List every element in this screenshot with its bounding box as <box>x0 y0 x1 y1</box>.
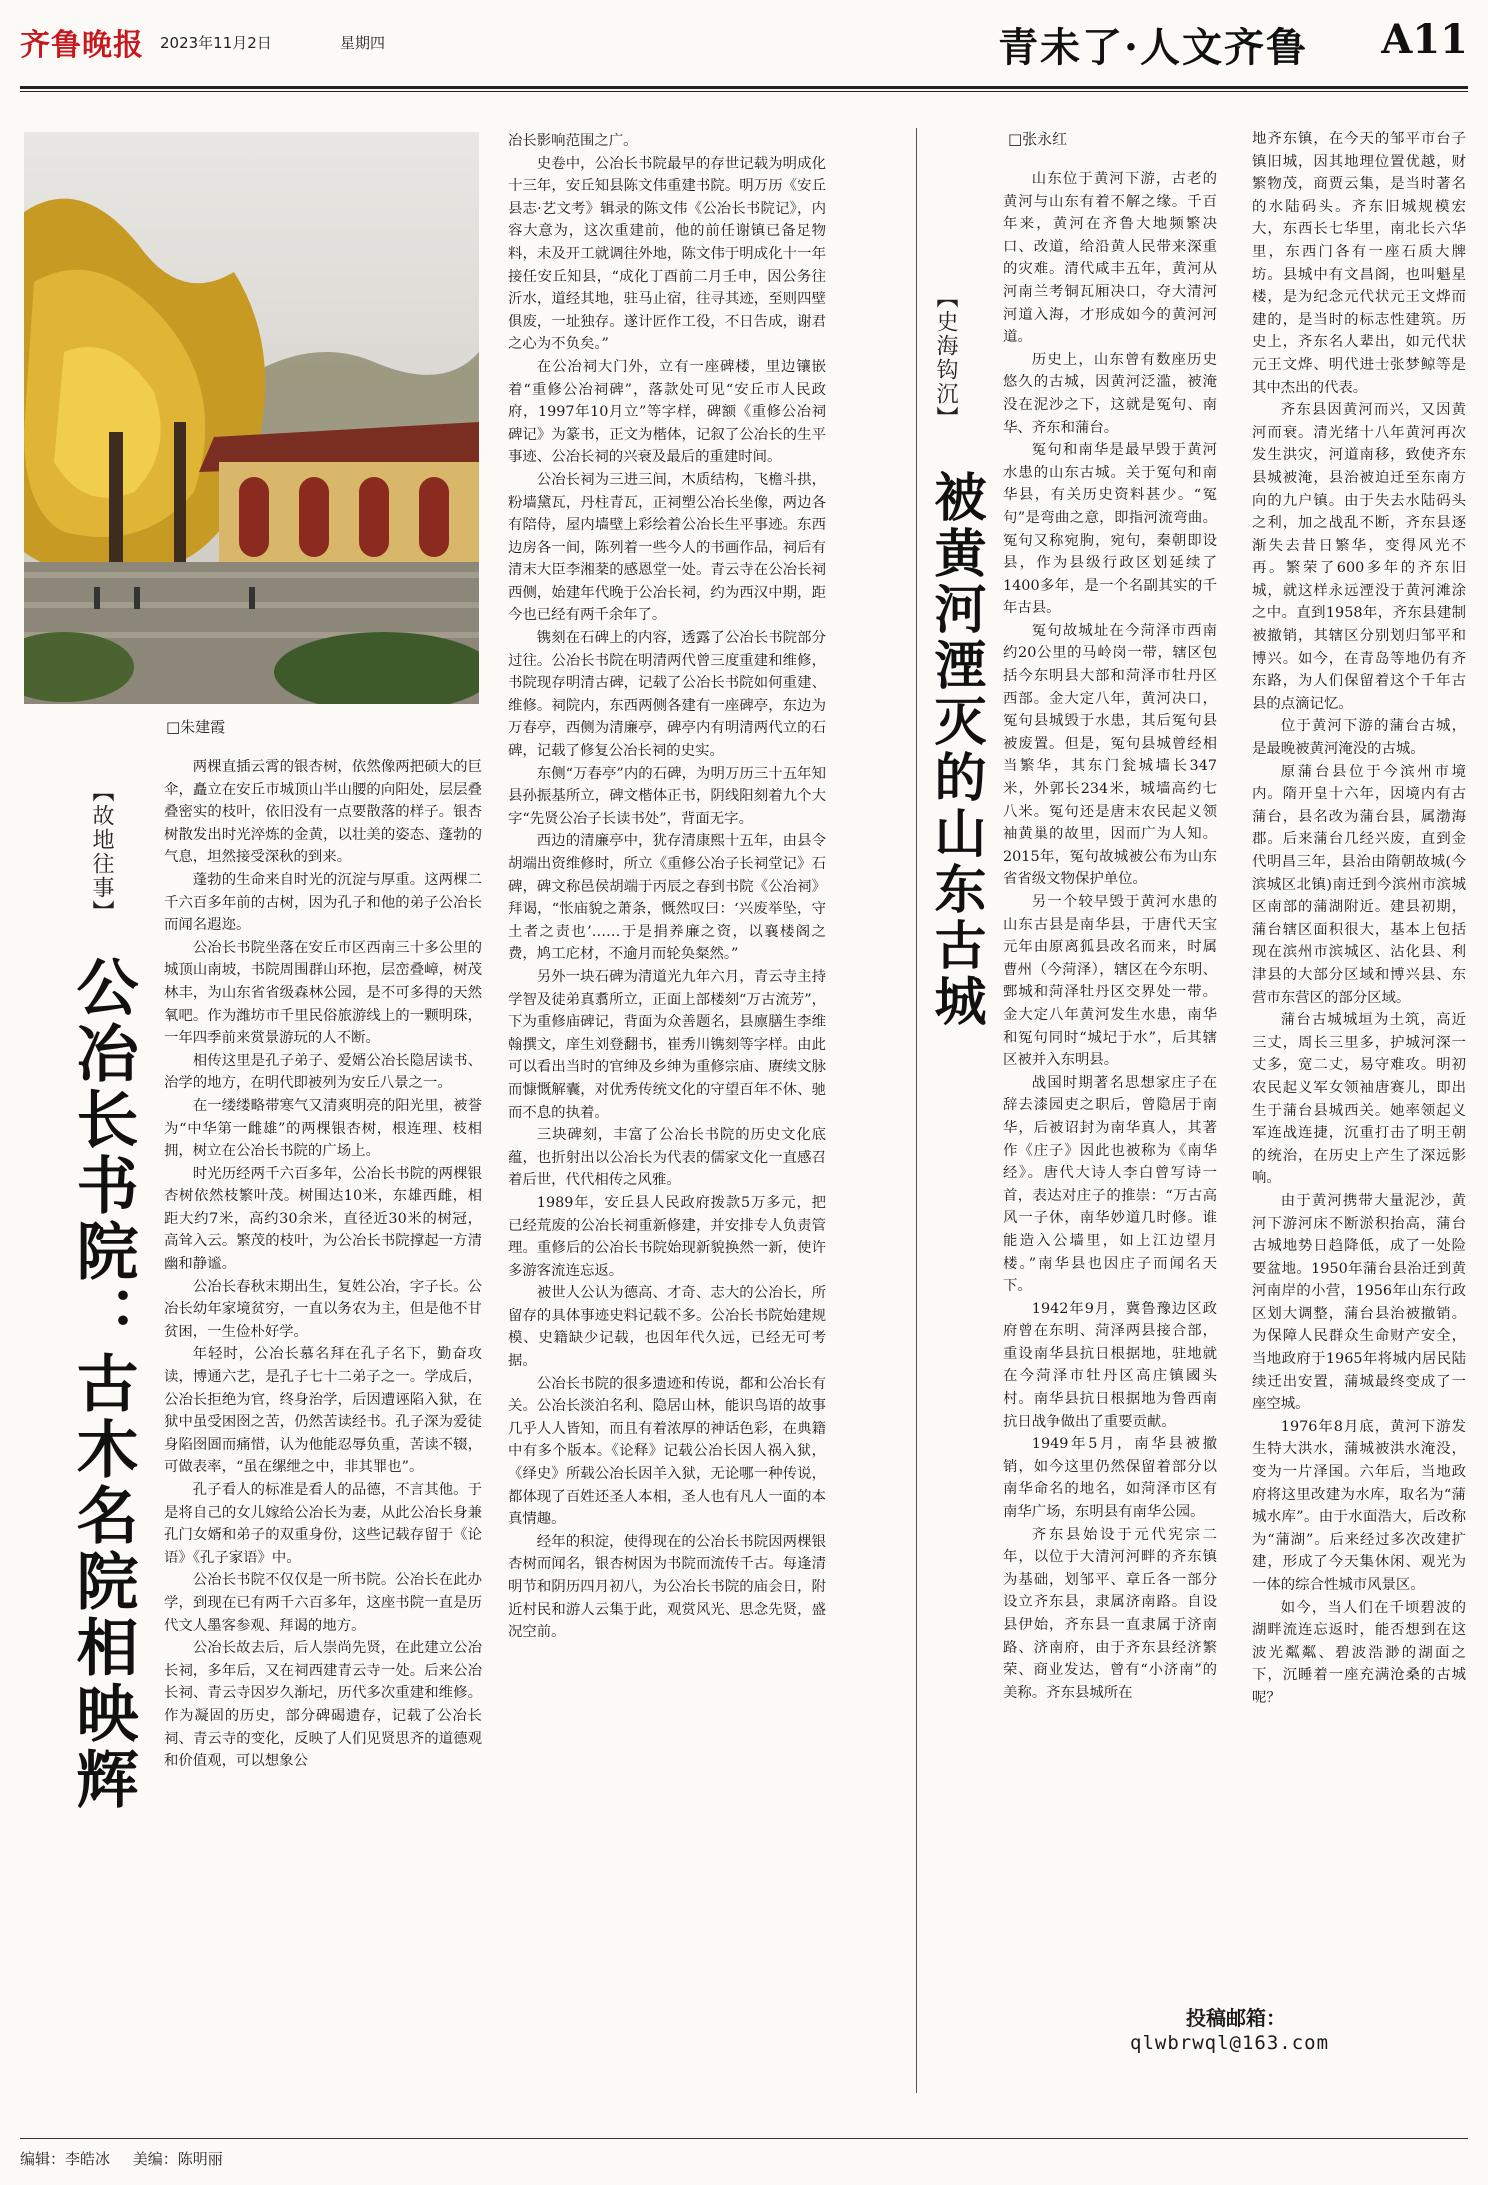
header-rule-thin <box>20 91 1468 92</box>
section-title: 青未了·人文齐鲁 <box>998 24 1308 71</box>
paragraph: 两棵直插云霄的银杏树，依然像两把硕大的巨伞，矗立在安丘市城顶山半山腰的向阳处，层层叠叠密实的枝叶，依旧没有一点要散落的样子。银杏树散发出时光淬炼的金黄，以壮美的姿态、蓬勃的气息，坦然接受深秋的到来。 <box>164 759 482 866</box>
paragraph: 公冶长书院不仅仅是一所书院。公冶长在此办学，到现在已有两千六百多年，这座书院一直是历代文人墨客参观、拜谒的地方。 <box>164 1572 482 1634</box>
paragraph: 1989年，安丘县人民政府拨款5万多元，把已经荒废的公冶长祠重新修建，并安排专人负责管理。重修后的公冶长书院始现新貌换然一新，使许多游客流连忘返。 <box>508 1194 826 1279</box>
footer-credits <box>20 2148 241 2169</box>
paragraph: 原蒲台县位于今滨州市境内。隋开皇十六年，因境内有古蒲台，县名改为蒲台县，属渤海郡。后来蒲台几经兴废，直到金代明昌三年，县治由隋朝故城(今滨城区北镇)南迁到今滨州市滨城区南部的蒲湖附近。建县初期，蒲台辖区面积很大，基本上包括现在滨州市滨城区、沾化县、利津县的大部分区域和博兴县、东营市东营区的部分区域。 <box>1252 763 1466 1006</box>
header-rule <box>20 86 1468 89</box>
paragraph: 东侧“万春亭”内的石碑，为明万历三十五年知县孙振基所立，碑文楷体正书，阴线阳刻着九个大字“先贤公冶子长读书处”，背面无字。 <box>508 765 826 827</box>
issue-date: 2023年11月2日 <box>160 34 272 52</box>
paragraph: 冶长影响范围之广。 <box>508 133 638 149</box>
column-divider <box>916 128 917 2093</box>
article1-title: 公冶长书院：古木名院相映辉 <box>66 955 139 1813</box>
paragraph: 镌刻在石碑上的内容，透露了公冶长书院部分过往。公冶长书院在明清两代曾三度重建和维修，书院现存明清古碑，记载了公冶长书院如何重建、维修。祠院内，东西两侧各建有一座碑亭，东边为万春亭，西侧为清廉亭，碑亭内有明清两代立的石碑，记载了修复公冶长祠的史实。 <box>508 630 826 760</box>
masthead <box>20 14 1468 74</box>
paragraph: 史卷中，公冶长书院最早的存世记载为明成化十三年，安丘知县陈文伟重建书院。明万历《安丘县志·艺文考》辑录的陈文伟《公冶长书院记》，内容大意为，这次重建前，他的前任谢镇已备足物料，未及开工就调往外地，陈文伟于明成化十一年接任安丘知县，“成化丁酉前二月壬申，因公务往沂水，道经其地，驻马止宿，往寻其迹，至则四壁俱废，一址独存。遂计匠作工役，不日告成，谢君之心为不负矣。” <box>508 155 826 353</box>
ginkgo-temple-photo <box>24 132 479 704</box>
submission-label: 投稿邮箱： <box>1186 2006 1286 2030</box>
article2-title: 被黄河湮灭的山东古城 <box>925 470 986 1030</box>
paragraph: 如今，当人们在千顷碧波的湖畔流连忘返时，能否想到在这波光粼粼、碧波浩渺的湖面之下，沉睡着一座充满沧桑的古城呢？ <box>1252 1599 1466 1706</box>
paragraph: 被世人公认为德高、才奇、志大的公冶长，所留存的具体事迹史料记载不多。公冶长书院始建规模、史籍缺少记载，也因年代久远，已经无可考据。 <box>508 1285 826 1370</box>
paragraph: 相传这里是孔子弟子、爱婿公冶长隐居读书、治学的地方，在明代即被列为安丘八景之一。 <box>164 1052 482 1092</box>
paragraph: 时光历经两千六百多年，公冶长书院的两棵银杏树依然枝繁叶茂。树围达10米，东雄西雌，相距大约7米，高约30余米，直径近30米的树冠，高耸入云。繁茂的枝叶，为公冶长书院撑起一方清幽和静谧。 <box>164 1165 482 1273</box>
paragraph: 年轻时，公冶长慕名拜在孔子名下，勤奋攻读，博通六艺，是孔子七十二弟子之一。学成后，公冶长拒绝为官，终身治学，后因遭诬陷入狱，在狱中虽受困囹之苦，仍然苦读经书。孔子深为爱徒身陷囹圄而痛惜，认为他能忍辱负重，苦读不辍，可做表率，“虽在缧绁之中，非其罪也”。 <box>164 1346 482 1476</box>
paragraph: 蒲台古城城垣为土筑，高近三丈，周长三里多，护城河深一丈多，宽二丈，易守难攻。明初农民起义军女领袖唐赛儿，即出生于蒲台县城西关。她率领起义军连战连捷，沉重打击了明王朝的统治，在历史上产生了深远影响。 <box>1252 1012 1466 1187</box>
paragraph: 冤句和南华是最早毁于黄河水患的山东古城。关于冤句和南华县，有关历史资料甚少。“冤句”是弯曲之意，即指河流弯曲。冤句又称宛朐，宛句，秦朝即设县，作为县级行政区划延续了1400多年，是一个名副其实的千年古县。 <box>1003 442 1217 617</box>
issue-weekday: 星期四 <box>340 34 386 52</box>
paragraph: 另外一块石碑为清道光九年六月，青云寺主持学智及徒弟真翥所立，正面上部楼刻“万古流芳”，下为重修庙碑记，背面为众善题名，县廪膳生李维翰撰文，庠生刘登翻书，崔秀川镌刻等字样。由此可以看出当时的官绅及乡绅为重修宗庙、赓续文脉而慷慨解囊，对优秀传统文化的守望百年不休、驰而不息的执着。 <box>508 968 826 1121</box>
article1-column-1 <box>164 756 482 2136</box>
paragraph: 历史上，山东曾有数座历史悠久的古城，因黄河泛滥，被淹没在泥沙之下，这就是冤句、南华、齐东和蒲台。 <box>1003 351 1217 436</box>
article2-kicker: 【史海钩沉】 <box>933 286 958 430</box>
designer-credit: 美编：陈明丽 <box>132 2150 223 2168</box>
paragraph: 冤句故城址在今菏泽市西南约20公里的马岭岗一带，辖区包括今东明县大部和菏泽市牡丹区西部。金大定八年，黄河决口，冤句县城毁于水患，其后冤句县被废置。但是，冤句县城曾经相当繁华，其东门瓮城墙长347米，外郭长234米，城墙高约七八米。冤句还是唐末农民起义领袖黄巢的故里，因而广为人知。2015年，冤句故城被公布为山东省省级文物保护单位。 <box>1003 622 1217 888</box>
paragraph: 1942年9月，冀鲁豫边区政府曾在东明、菏泽两县接合部，重设南华县抗日根据地，驻地就在今菏泽市牡丹区高庄镇國头村。南华县抗日根据地为鲁西南抗日战争做出了重要贡献。 <box>1003 1300 1217 1430</box>
article2-column-2 <box>1252 128 1466 1988</box>
paragraph: 经年的积淀，使得现在的公冶长书院因两棵银杏树而闻名，银杏树因为书院而流传千古。每逢清明节和阴历四月初八，为公冶长书院的庙会日，附近村民和游人云集于此，观赏风光、思念先贤，盛况空前。 <box>508 1533 826 1641</box>
paragraph: 山东位于黄河下游，古老的黄河与山东有着不解之缘。千百年来，黄河在齐鲁大地频繁决口、改道，给沿黄人民带来深重的灾难。清代咸丰五年，黄河从河南兰考铜瓦厢决口，夺大清河河道入海，才形成如今的黄河河道。 <box>1003 171 1217 346</box>
paragraph: 战国时期著名思想家庄子在辞去漆园吏之职后，曾隐居于南华，后被诏封为南华真人，其著作《庄子》因此也被称为《南华经》。唐代大诗人李白曾写诗一首，表达对庄子的推崇：“万古高风一子休，南华妙道几时修。谁能造入公墙里，如上江边望月楼。”南华县也因庄子而闻名天下。 <box>1003 1074 1217 1295</box>
paragraph: 公冶长故去后，后人崇尚先贤，在此建立公冶长祠，多年后，又在祠西建青云寺一处。后来公冶长祠、青云寺因岁久渐圮，历代多次重建和维修。作为凝固的历史，部分碑碣遗存，记载了公冶长祠、青云寺的变化，反映了人们见贤思齐的道德观和价值观，可以想象公 <box>164 1640 482 1770</box>
paragraph: 公冶长书院坐落在安丘市区西南三十多公里的城顶山南坡，书院周围群山环抱，层峦叠嶂，树茂林丰，为山东省省级森林公园，是不可多得的天然氧吧。作为潍坊市千里民俗旅游线上的一颗明珠，一年四季前来赏景游玩的人不断。 <box>164 939 482 1047</box>
paragraph: 由于黄河携带大量泥沙，黄河下游河床不断淤积抬高，蒲台古城地势日趋降低，成了一处险要盆地。1950年蒲台县治迁到黄河南岸的小营，1956年山东行政区划大调整，蒲台县治被撤销。为保障人民群众生命财产安全，当地政府于1965年将城内居民陆续迁出安置，蒲城最终变成了一座空城。 <box>1252 1192 1466 1413</box>
paragraph: 位于黄河下游的蒲台古城，是最晚被黄河淹没的古城。 <box>1252 718 1466 758</box>
submission-email[interactable]: qlwbrwql@163.com <box>1130 2032 1330 2054</box>
article1-kicker: 【故地往事】 <box>89 780 114 924</box>
paragraph: 西边的清廉亭中，犹存清康熙十五年，由县令胡端出资维修时，所立《重修公冶子长祠堂记》石碑，碑文称邑侯胡端于丙辰之春到书院《公冶祠》拜谒，“怅庙貌之萧条，慨然叹曰：‘兴废举坠，守土者之责也’……于是捐养廉之资，以襄楼阁之费，鸠工庀材，不逾月而轮奂粲然。” <box>508 833 826 963</box>
newspaper-name: 齐鲁晚报 <box>20 28 144 63</box>
paragraph: 蓬勃的生命来自时光的沉淀与厚重。这两棵二千六百多年前的古树，因为孔子和他的弟子公冶长而闻名遐迩。 <box>164 871 482 934</box>
paragraph: 公冶长春秋末期出生，复姓公冶，字子长。公冶长幼年家境贫穷，一直以务农为主，但是他不甘贫困，一生俭朴好学。 <box>164 1278 482 1340</box>
paragraph: 孔子看人的标准是看人的品德，不言其他。于是将自己的女儿嫁给公冶长为妻，从此公冶长身兼孔门女婿和弟子的双重身份，这些记载存留于《论语》《孔子家语》中。 <box>164 1482 482 1566</box>
page-number: A11 <box>1381 16 1468 63</box>
paragraph: 在公冶祠大门外，立有一座碑楼，里边镶嵌着“重修公冶祠碑”，落款处可见“安丘市人民政府，1997年10月立”等字样，碑额《重修公冶祠碑记》为篆书，正文为楷体，记叙了公冶长的生平事迹、公冶长祠的兴衰及最后的重建时间。 <box>508 358 826 466</box>
paragraph: 1949年5月，南华县被撤销，如今这里仍然保留着部分以南华命名的地名，如菏泽市区有南华广场，东明县有南华公园。 <box>1003 1436 1217 1521</box>
paragraph: 公冶长祠为三进三间，木质结构，飞檐斗拱，粉墙黛瓦，丹柱青瓦，正祠塑公冶长坐像，两边各有陪侍，屋内墙壁上彩绘着公冶长生平事迹。东西边房各一间，陈列着一些今人的书画作品，祠后有清末大臣李湘棻的感恩堂一处。青云寺在公冶长祠西侧，始建年代晚于公冶长祠，约为西汉中期，距今也已经有两千余年了。 <box>508 471 826 624</box>
paragraph: 三块碑刻，丰富了公冶长书院的历史文化底蕴，也折射出以公冶长为代表的儒家文化一直感召着后世，代代相传之风雅。 <box>508 1127 826 1189</box>
paragraph: 公冶长书院的很多遗迹和传说，都和公冶长有关。公冶长淡泊名利、隐居山林，能识鸟语的故事几乎人人皆知，而且有着浓厚的神话色彩，在典籍中有多个版本。《论释》记载公冶长因人祸入狱，《绎史》所载公冶长因羊入狱，无论哪一种传说，都体现了百姓还圣人本相，圣人也有凡人一面的本真情趣。 <box>508 1375 826 1528</box>
paragraph: 齐东县因黄河而兴，又因黄河而衰。清光绪十八年黄河再次发生洪灾，河道南移，致使齐东县城被淹，县治被迫迁至东南方向的九户镇。由于失去水陆码头之利，加之战乱不断，齐东县逐渐失去昔日繁华，变得风光不再。繁荣了600多年的齐东旧城，就这样永远湮没于黄河滩涂之中。直到1958年，齐东县建制被撤销，其辖区分别划归邹平和博兴。如今，在青岛等地仍有齐东路，为人们保留着这个千年古县的点滴记忆。 <box>1252 402 1466 712</box>
paragraph: 地齐东镇，在今天的邹平市台子镇旧城，因其地理位置优越，财繁物茂，商贾云集，是当时著名的水陆码头。齐东旧城规模宏大，东西长七华里，南北长六华里，东西门各有一座石质大牌坊。县城中有文昌阁，也叫魁星楼，是为纪念元代状元王文烨而建的，是当时的标志性建筑。历史上，齐东名人辈出，如元代状元王文烨、明代进士张梦鲸等是其中杰出的代表。 <box>1252 131 1466 396</box>
photo-illustration <box>24 132 479 704</box>
paragraph: 1976年8月底，黄河下游发生特大洪水，蒲城被洪水淹没，变为一片泽国。六年后，当地政府将这里改建为水库，取名为“蒲城水库”。由于水面浩大，后改称为“蒲湖”。后来经过多次改建扩建，形成了今天集休闲、观光为一体的综合性城市风景区。 <box>1252 1418 1466 1593</box>
editor-credit: 编辑：李皓冰 <box>20 2150 111 2168</box>
article1-column-2 <box>508 130 826 2136</box>
article2-column-1 <box>1003 168 1217 2136</box>
paragraph: 在一缕缕略带寒气又清爽明亮的阳光里，被誉为“中华第一雌雄”的两棵银杏树，根连理、枝相拥，树立在公冶长书院的广场上。 <box>164 1097 482 1160</box>
footer-rule <box>20 2138 1468 2139</box>
article2-byline: □张永红 <box>1008 130 1068 148</box>
paragraph: 齐东县始设于元代宪宗二年，以位于大清河河畔的齐东镇为基础，划邹平、章丘各一部分设立齐东县，隶属济南路。自设县伊始，齐东县一直隶属于济南路、济南府，由于齐东县经济繁荣、商业发达，曾有“小济南”的美称。齐东县城所在 <box>1003 1526 1217 1701</box>
article1-byline: □朱建霞 <box>166 718 226 736</box>
paragraph: 另一个较早毁于黄河水患的山东古县是南华县，于唐代天宝元年由原离狐县改名而来，时属曹州（今菏泽），辖区在今东明、鄄城和菏泽牡丹区交界处一带。金大定八年黄河发生水患，南华和冤句同时“城圮于水”，后其辖区被并入东明县。 <box>1003 894 1217 1069</box>
